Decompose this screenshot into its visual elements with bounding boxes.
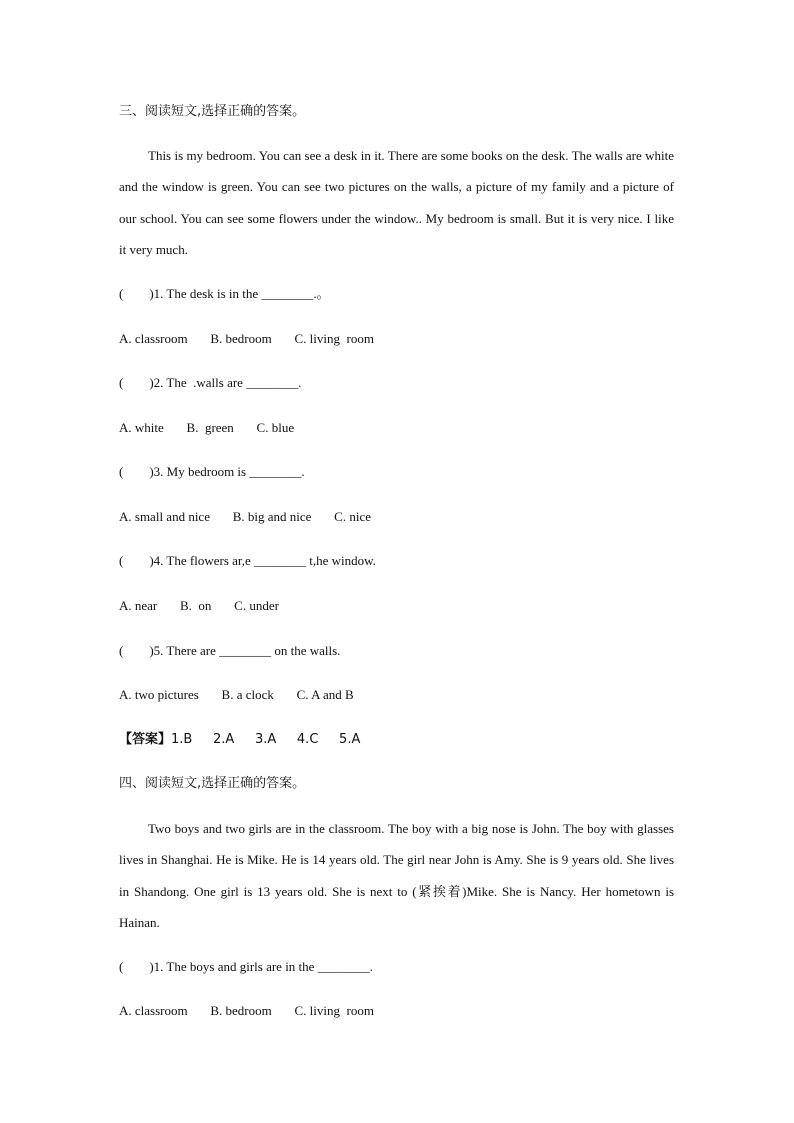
section-4-heading: 四、阅读短文,选择正确的答案。 (119, 776, 306, 791)
s3-question-4: ( )4. The flowers ar,e ________ t,he window. (119, 553, 376, 568)
s3-question-3: ( )3. My bedroom is ________. (119, 464, 305, 479)
s3-question-3-options: A. small and nice B. big and nice C. nice (119, 509, 372, 524)
s4-question-1: ( )1. The boys and girls are in the ________. (119, 959, 373, 974)
s3-question-1: ( )1. The desk is in the ________.。 (119, 286, 330, 301)
s4-question-1-options: A. classroom B. bedroom C. living room (119, 1003, 374, 1018)
s3-question-1-options: A. classroom B. bedroom C. living room (119, 331, 374, 346)
section-4-passage: Two boys and two girls are in the classroom. The boy with a big nose is John. The boy with glasses lives in Shanghai. He is Mike. He is 14 years old. The girl near John is Amy. She is 9 years old. She lives in Shandong. One girl is 13 years old. She is next to (紧挨着)Mike. She is Nancy. Her hometown is Hainan. (119, 821, 674, 930)
s3-question-4-options: A. near B. on C. under (119, 598, 279, 613)
answer-key-label: 【答案】 (119, 732, 172, 747)
section-3-heading: 三、阅读短文,选择正确的答案。 (119, 104, 306, 119)
answer-key (119, 732, 360, 748)
s3-question-5: ( )5. There are ________ on the walls. (119, 643, 341, 658)
s3-question-2: ( )2. The .walls are ________. (119, 375, 302, 390)
section-3-passage: This is my bedroom. You can see a desk in it. There are some books on the desk. The walls are white and the window is green. You can see two pictures on the walls, a picture of my family and a picture of our school. You can see some flowers under the window.. My bedroom is small. But it is very nice. I like it very much. (119, 148, 674, 257)
s3-question-2-options: A. white B. green C. blue (119, 420, 295, 435)
s3-question-5-options: A. two pictures B. a clock C. A and B (119, 687, 354, 702)
answer-key-text: 1.B 2.A 3.A 4.C 5.A (171, 732, 361, 747)
